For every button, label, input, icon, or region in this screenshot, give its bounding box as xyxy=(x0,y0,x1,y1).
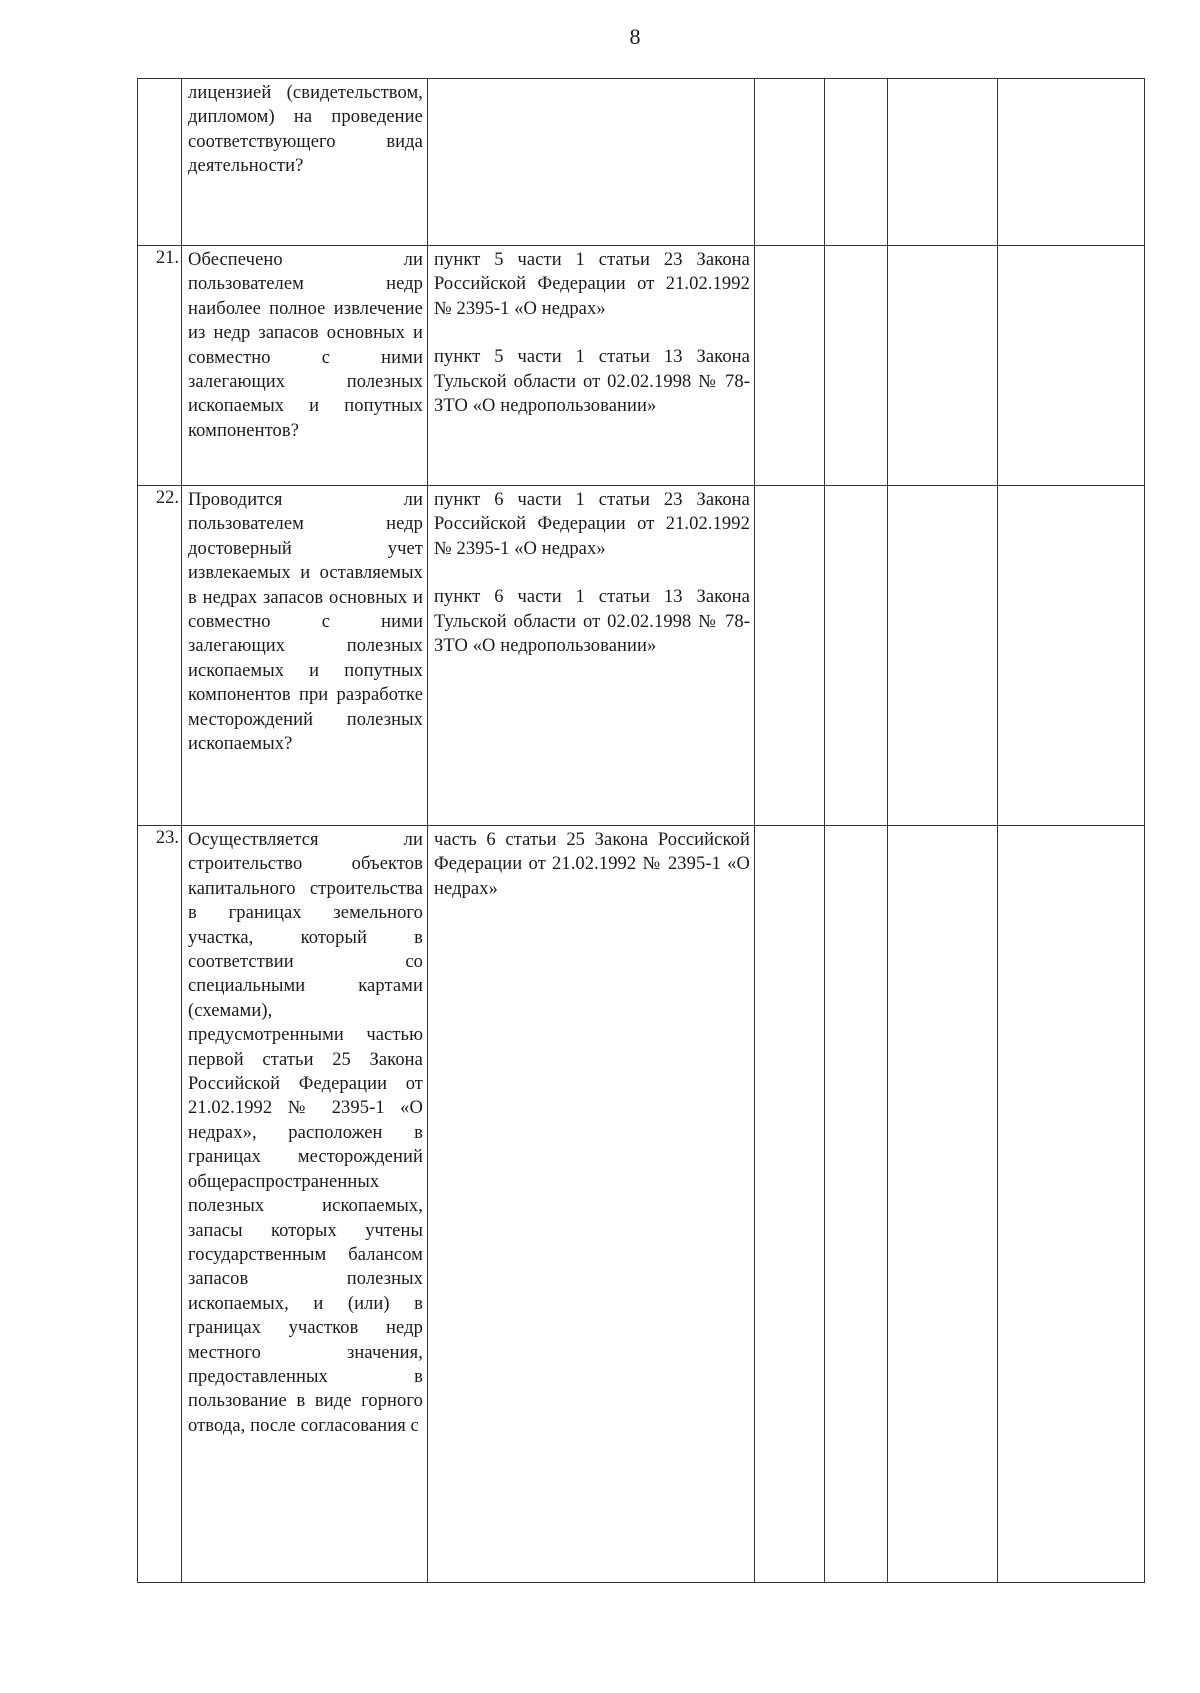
answer-na-cell[interactable] xyxy=(888,246,998,486)
answer-na-cell[interactable] xyxy=(888,826,998,1583)
answer-na-cell[interactable] xyxy=(888,79,998,246)
legal-reference-item: часть 6 статьи 25 Закона Российской Федерации от 21.02.1992 № 2395-1 «О недрах» xyxy=(434,830,750,899)
table-row xyxy=(138,79,1145,246)
answer-no-cell[interactable] xyxy=(825,826,888,1583)
legal-reference-item: пункт 5 части 1 статьи 23 Закона Российской Федерации от 21.02.1992 № 2395-1 «О недрах» xyxy=(434,250,750,319)
answer-yes-cell[interactable] xyxy=(755,246,825,486)
paragraph-gap xyxy=(434,321,750,345)
answer-yes-cell[interactable] xyxy=(755,79,825,246)
note-cell[interactable] xyxy=(998,486,1145,826)
legal-reference-item: пункт 5 части 1 статьи 13 Закона Тульской области от 02.02.1998 № 78-ЗТО «О недропользовании» xyxy=(434,347,750,417)
legal-reference-item: пункт 6 части 1 статьи 23 Закона Российской Федерации от 21.02.1992 № 2395-1 «О недрах» xyxy=(434,490,750,559)
note-cell[interactable] xyxy=(998,246,1145,486)
answer-na-cell[interactable] xyxy=(888,486,998,826)
answer-yes-cell[interactable] xyxy=(755,826,825,1583)
legal-reference xyxy=(428,826,755,1583)
question-text: лицензией (свидетельством, дипломом) на проведение соответствующего вида деятельности? xyxy=(182,79,428,246)
question-text: Проводится ли пользователем недр достоверный учет извлекаемых и оставляемых в недрах запасов основных и совместно с ними залегающих полезных ископаемых и попутных компонентов при разработке месторождений полезных ископаемых? xyxy=(182,486,428,826)
page-number: 8 xyxy=(629,24,641,49)
answer-no-cell[interactable] xyxy=(825,246,888,486)
table-row xyxy=(138,486,1145,826)
legal-reference xyxy=(428,79,755,246)
answer-no-cell[interactable] xyxy=(825,486,888,826)
table-row xyxy=(138,246,1145,486)
question-text: Осуществляется ли строительство объектов капитального строительства в границах земельного участка, который в соответствии со специальными картами (схемами), предусмотренными частью первой статьи 25 Закона Российской Федерации от 21.02.1992 № 2395-1 «О недрах», расположен в границах месторождений общераспространенных полезных ископаемых, запасы которых учтены государственным балансом запасов полезных ископаемых, и (или) в границах участков недр местного значения, предоставленных в пользование в виде горного отвода, после согласования с xyxy=(182,826,428,1583)
table-row xyxy=(138,826,1145,1583)
paragraph-gap xyxy=(434,561,750,585)
legal-reference xyxy=(428,486,755,826)
answer-yes-cell[interactable] xyxy=(755,486,825,826)
note-cell[interactable] xyxy=(998,79,1145,246)
question-text: Обеспечено ли пользователем недр наиболее полное извлечение из недр запасов основных и совместно с ними залегающих полезных ископаемых и попутных компонентов? xyxy=(182,246,428,486)
row-number: 21. xyxy=(138,246,182,486)
row-number xyxy=(138,79,182,246)
legal-reference-item: пункт 6 части 1 статьи 13 Закона Тульской области от 02.02.1998 № 78-ЗТО «О недропользовании» xyxy=(434,587,750,657)
note-cell[interactable] xyxy=(998,826,1145,1583)
checklist-table xyxy=(137,78,1145,1583)
legal-reference xyxy=(428,246,755,486)
answer-no-cell[interactable] xyxy=(825,79,888,246)
row-number: 23. xyxy=(138,826,182,1583)
row-number: 22. xyxy=(138,486,182,826)
checklist-body xyxy=(138,79,1145,1583)
